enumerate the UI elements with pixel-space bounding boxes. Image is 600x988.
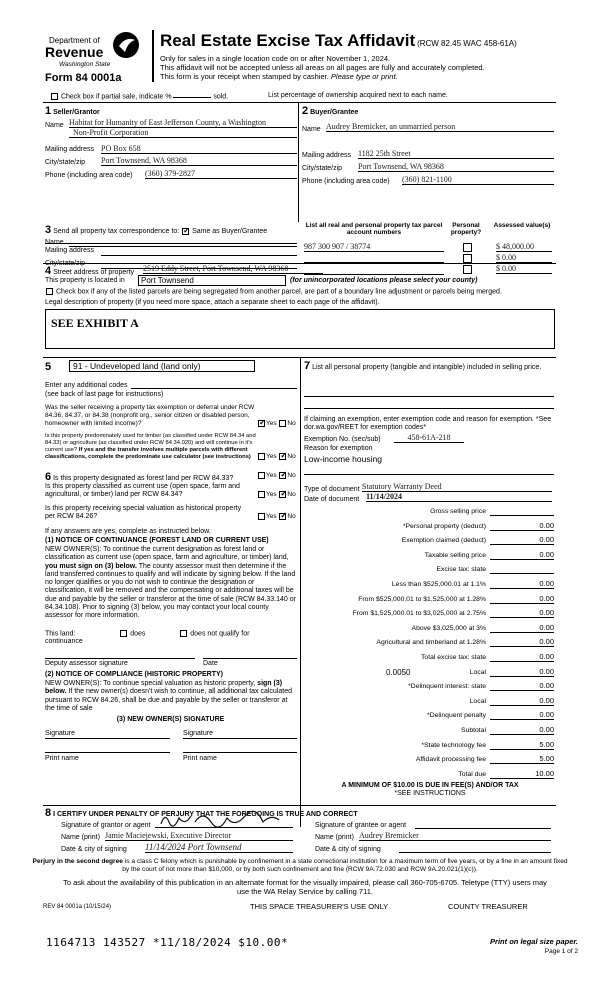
section-5-number: 5 — [45, 361, 52, 373]
exemption-reason[interactable]: Low-income housing — [304, 454, 382, 464]
seller-phone[interactable]: (360) 379-2827 — [145, 169, 297, 179]
section-3-number: 3 — [45, 224, 52, 236]
assessed-value-3[interactable]: $ 0.00 — [496, 264, 552, 274]
sub-line1: Only for sales in a single location code on or after November 1, 2024. — [160, 54, 391, 63]
tax-row-label: Less than $525,000.01 at 1.1% — [391, 581, 486, 588]
forest-yes-label: Yes — [266, 472, 277, 480]
grantor-date-city[interactable]: 11/14/2024 Port Townsend — [145, 842, 293, 853]
owner-print-label-1: Print name — [45, 755, 79, 762]
legal-label: Legal description of property (if you need more space, attach a separate sheet to each page of the affidavit). — [45, 299, 380, 306]
grantee-date-label: Date & city of signing — [315, 846, 381, 853]
tax-row — [304, 550, 556, 562]
owner-signature-label-1: Signature — [45, 730, 75, 737]
dept-line2: Revenue — [45, 44, 104, 60]
timber-no-checkbox[interactable] — [279, 453, 286, 460]
seller-address[interactable]: PO Box 658 — [101, 144, 297, 154]
grantor-signature[interactable] — [155, 818, 293, 828]
partial-sale-checkbox[interactable] — [51, 93, 58, 100]
tax-row-value[interactable]: 0.00 — [490, 682, 554, 691]
parcel-number-1[interactable]: 987 300 907 / 38774 — [304, 242, 444, 252]
tax-row-value[interactable]: 0.00 — [490, 609, 554, 618]
grantor-name[interactable]: Jamie Maciejewski, Executive Director — [105, 831, 293, 841]
tax-row-label: *Delinquent penalty — [427, 712, 486, 720]
owner-print-label-2: Print name — [183, 755, 217, 762]
this-land-label: This land: — [45, 630, 76, 638]
perjury-bold: Perjury in the second degree — [32, 858, 123, 865]
title-text: Real Estate Excise Tax Affidavit — [160, 31, 416, 50]
timber-yes-checkbox[interactable] — [258, 453, 265, 460]
corr-address-line[interactable] — [101, 255, 297, 256]
current-use-yes-checkbox[interactable] — [258, 491, 265, 498]
does-checkbox[interactable] — [120, 630, 127, 637]
tax-row-label: Local — [469, 697, 486, 705]
does-label: does — [130, 630, 146, 638]
exemption-number-label: Exemption No. (sec/sub) — [304, 436, 381, 443]
forest-yes-checkbox[interactable] — [258, 472, 265, 479]
current-use-no-label: No — [287, 491, 296, 499]
form-number: Form 84 0001a — [45, 72, 122, 84]
owner-signature-label-2: Signature — [183, 730, 213, 737]
seller-city-label: City/state/zip — [45, 159, 86, 166]
tax-row-value[interactable]: 0.00 — [490, 624, 554, 633]
personal-property-line-2[interactable] — [304, 408, 554, 409]
tax-row-value[interactable]: 0.00 — [490, 638, 554, 647]
tax-row — [304, 710, 556, 722]
does-not-checkbox[interactable] — [180, 630, 187, 637]
tax-row-value[interactable]: 5.00 — [490, 755, 554, 764]
buyer-city[interactable]: Port Townsend, WA 98368 — [358, 162, 554, 172]
grantee-name[interactable]: Audrey Bremicker — [359, 831, 551, 841]
dept-line1: Department of — [49, 36, 100, 45]
grantee-date-line[interactable] — [399, 852, 551, 853]
historical-question: Is this property receiving special valuation as historical property per RCW 84.26? — [45, 505, 242, 520]
tax-row — [304, 521, 556, 533]
tax-row-label: Local — [469, 668, 486, 676]
personal-col-header: Personal property? — [450, 222, 482, 237]
sub-line3b: Please type or print. — [330, 72, 398, 81]
current-use-no-checkbox[interactable] — [279, 491, 286, 498]
tax-row-value[interactable]: 0.00 — [490, 653, 554, 662]
buyer-address[interactable]: 1182 25th Street — [358, 149, 554, 159]
additional-codes-label: Enter any additional codes — [45, 382, 128, 389]
see-instructions: *SEE INSTRUCTIONS — [394, 790, 466, 797]
segregation-label: Check box if any of the listed parcels are being segregated from another parcel, are part of a boundary line adjustment or parcels being merged. — [55, 288, 502, 296]
parcel-table — [300, 222, 556, 273]
dor-swoosh-icon — [111, 30, 141, 60]
section-1-label: Seller/Grantor — [53, 109, 100, 116]
partial-sale-label: Check box if partial sale, indicate % — [60, 93, 172, 101]
tax-row-value[interactable]: 0.00 — [490, 595, 554, 604]
grantee-signature-line[interactable] — [415, 828, 551, 829]
tax-row-value[interactable]: 0.00 — [490, 697, 554, 706]
exemption-no-label: No — [287, 420, 296, 428]
deputy-signature-line[interactable] — [45, 658, 195, 659]
tax-row-label: Excise tax: state — [436, 566, 486, 574]
grantee-sig-label: Signature of grantee or agent — [315, 822, 407, 829]
tax-row-label: *Personal property (deduct) — [402, 522, 486, 530]
assessed-col-header: Assessed value(s) — [493, 222, 551, 229]
tax-row — [304, 769, 556, 781]
historical-no-label: No — [287, 513, 296, 521]
doc-date-label: Date of document — [304, 496, 360, 503]
tax-row-value[interactable]: 0.00 — [490, 522, 554, 531]
doc-type[interactable]: Statutory Warranty Deed — [362, 482, 552, 492]
street-address[interactable]: 2519 Eddy Street, Port Townsend, WA 98368 — [143, 264, 323, 274]
tax-row — [304, 681, 556, 693]
tax-row-label: Exemption claimed (deduct) — [401, 537, 486, 545]
section-8 — [43, 806, 556, 858]
seller-phone-label: Phone (including area code) — [45, 172, 133, 179]
tax-row-label: Total excise tax: state — [421, 654, 486, 661]
tax-row-value[interactable]: 0.00 — [490, 551, 554, 560]
dor-logo — [43, 30, 148, 92]
assessed-value-1[interactable]: $ 48,000.00 — [496, 242, 552, 252]
continuance-label: continuance — [45, 638, 83, 645]
header-divider — [152, 30, 154, 82]
personal-checkbox-2[interactable] — [463, 254, 472, 263]
exemption-yes-label: Yes — [266, 420, 277, 428]
tax-row-value[interactable] — [490, 565, 554, 574]
perjury-notice — [30, 858, 570, 874]
section-7 — [304, 358, 556, 828]
tax-row-label: From $525,000.01 to $1,525,000 at 1.28% — [358, 595, 486, 603]
forest-no-label: No — [287, 472, 296, 480]
section-1 — [43, 103, 298, 223]
corr-name-label: Name — [45, 239, 64, 246]
tax-row — [304, 506, 556, 518]
buyer-name[interactable]: Audrey Bremicker, an unmarried person — [326, 122, 554, 132]
historical-yes-checkbox[interactable] — [258, 513, 265, 520]
tax-row — [304, 637, 556, 649]
sold-label: sold. — [213, 93, 229, 101]
deputy-date-line[interactable] — [203, 658, 297, 659]
corr-line-blank[interactable] — [45, 243, 297, 244]
sub-line3a: This form is your receipt when stamped by cashier. — [160, 72, 329, 81]
personal-property-line-1[interactable] — [304, 396, 554, 397]
ownership-note: List percentage of ownership acquired next to each name. — [268, 92, 448, 99]
tax-row-label: Subtotal — [461, 727, 486, 734]
section-7-number: 7 — [304, 360, 311, 372]
section-6 — [43, 470, 298, 830]
tax-row-label: Total due — [458, 770, 486, 778]
historical-yes-label: Yes — [266, 513, 277, 521]
revision: REV 84 0001a (10/15/24) — [43, 904, 112, 910]
owner-signature-line-1[interactable] — [45, 738, 170, 739]
section-6-number: 6 — [45, 471, 52, 483]
tax-row — [304, 594, 556, 606]
tax-row — [304, 535, 556, 547]
legal-description: SEE EXHIBIT A — [51, 316, 139, 330]
continuance-text-b: you must sign on (3) below. — [45, 562, 137, 570]
tax-row — [304, 740, 556, 752]
tax-row-value[interactable] — [490, 507, 554, 516]
tax-row-value[interactable]: 5.00 — [490, 741, 554, 750]
location-select[interactable]: Port Townsend — [138, 275, 286, 286]
tax-row — [304, 754, 556, 766]
forest-question: Is this property designated as forest land per RCW 84.33? — [53, 475, 234, 482]
assessed-value-2[interactable]: $ 0.00 — [496, 253, 552, 263]
tax-row-label: Affidavit processing fee — [415, 756, 486, 764]
accessibility-notice: To ask about the availability of this publication in an alternate format for the visually impaired, please call 360-705-6705. Teletype (TTY) users may use the WA Relay Service by calling 711. — [63, 878, 547, 896]
buyer-phone-label: Phone (including area code) — [302, 178, 390, 185]
seller-name-label: Name — [45, 122, 64, 129]
legal-description-box[interactable] — [45, 309, 555, 349]
section-7-label: List all personal property (tangible and intangible) included in selling price. — [312, 364, 542, 371]
street-label: Street address of property — [53, 269, 135, 276]
forest-no-checkbox[interactable] — [279, 472, 286, 479]
location-note: (for unincorporated locations please select your county) — [290, 277, 478, 284]
seller-address-label: Mailing address — [45, 146, 95, 153]
timber-question — [45, 433, 260, 461]
tax-row — [304, 579, 556, 591]
section-3-label: Send all property tax correspondence to: — [53, 228, 180, 235]
dept-line3: Washington State — [59, 61, 111, 68]
corr-address-label: Mailing address — [45, 247, 95, 254]
land-use-select[interactable]: 91 - Undeveloped land (land only) — [69, 360, 255, 372]
tax-row — [304, 623, 556, 635]
tax-row-label: Above $3,025,000 at 3% — [411, 624, 486, 632]
continuance-text — [45, 546, 297, 621]
buyer-city-label: City/state/zip — [302, 165, 343, 172]
section-4 — [43, 264, 556, 350]
sub-line2: This affidavit will not be accepted unless all areas on all pages are fully and accurately completed. — [160, 63, 485, 72]
same-as-buyer-label: Same as Buyer/Grantee — [192, 228, 268, 235]
exemption-yes-checkbox[interactable] — [258, 420, 265, 427]
current-use-question: Is this property classified as current use (open space, farm and agricultural, or timber) land per RCW 84.34? — [45, 483, 240, 498]
buyer-phone[interactable]: (360) 821-1100 — [402, 175, 554, 185]
exemption-question: Was the seller receiving a property tax exemption or deferral under RCW 84.36, 84.37, or 84.38 (nonprofit org., senior citizen or disabled person, homeowner with limited income)? — [45, 404, 255, 427]
partial-sale-row — [50, 93, 228, 101]
treasurer-space: THIS SPACE TREASURER'S USE ONLY — [250, 902, 389, 911]
exemption-reason-line[interactable] — [304, 474, 554, 475]
compliance-text-a: NEW OWNER(S): To continue special valuation as historic property, — [45, 680, 256, 687]
tax-row-label: From $1,525,000.01 to $3,025,000 at 2.75% — [352, 610, 486, 618]
exemption-claim-label: If claiming an exemption, enter exemption code and reason for exemption. *See dor.wa.gov/REET for exemption codes* — [304, 416, 552, 431]
cashier-stamp: 1164713 143527 *11/18/2024 $10.00* — [46, 936, 289, 949]
tax-row — [304, 564, 556, 576]
exemption-number[interactable]: 458-61A-218 — [394, 433, 464, 443]
tax-row — [304, 608, 556, 620]
section-2-label: Buyer/Grantee — [310, 109, 359, 116]
continuance-text-c: The county assessor must then determine if the land transferred continues to qualify and will indicate by signing below. If the land no longer qualifies or you do not wish to continue the designation or classification, it will be removed and the compensating or additional taxes will be due and payable by the seller or transferor at the time of sale (RCW 84.33.140 or 84.34.108). Prior to signing (3) below, you may contact your local county assessor for more information. — [45, 562, 296, 620]
tax-row-label: *Delinquent interest: state — [408, 683, 486, 691]
historical-no-checkbox[interactable] — [279, 513, 286, 520]
segregation-checkbox[interactable] — [46, 288, 53, 295]
certify-text: I CERTIFY UNDER PENALTY OF PERJURY THAT THE FOREGOING IS TRUE AND CORRECT — [53, 811, 358, 818]
form-title — [160, 31, 517, 51]
tax-row-label: *State technology fee — [421, 741, 486, 749]
continuance-heading: (1) NOTICE OF CONTINUANCE (FOREST LAND OR CURRENT USE) — [45, 537, 269, 544]
seller-name-line1[interactable]: Habitat for Humanity of East Jefferson County, a Washington — [69, 118, 297, 128]
owner-print-line-1[interactable] — [45, 752, 170, 753]
tax-row-value[interactable]: 0.00 — [490, 536, 554, 545]
minimum-note: A MINIMUM OF $10.00 IS DUE IN FEE(S) AND/OR TAX — [341, 782, 519, 789]
corr-name-line[interactable] — [69, 246, 297, 247]
seller-city[interactable]: Port Townsend, WA 98368 — [101, 156, 297, 166]
does-not-label: does not qualify for — [190, 630, 250, 638]
tax-row-label: Taxable selling price — [424, 551, 486, 559]
doc-type-label: Type of document — [304, 486, 360, 493]
compliance-text — [45, 680, 297, 713]
tax-row — [304, 652, 556, 664]
tax-row-value[interactable]: 0.00 — [490, 711, 554, 720]
location-label: This property is located in — [45, 277, 125, 284]
deputy-date-label: Date — [203, 660, 218, 667]
tax-row-value[interactable]: 0.00 — [490, 668, 554, 677]
print-legal: Print on legal size paper. — [490, 937, 578, 946]
personal-checkbox-1[interactable] — [463, 243, 472, 252]
page-number: Page 1 of 2 — [544, 948, 578, 955]
tax-row-value[interactable]: 0.00 — [490, 726, 554, 735]
personal-property-label — [304, 361, 554, 373]
owner-signature-line-2[interactable] — [183, 738, 297, 739]
exemption-no-checkbox[interactable] — [279, 420, 286, 427]
instructions-note: If any answers are yes, complete as instructed below. — [45, 528, 211, 535]
grantor-signature-scribble-icon — [155, 810, 293, 830]
deputy-signature-label: Deputy assessor signature — [45, 660, 128, 667]
local-rate: 0.0050 — [386, 667, 411, 677]
timber-no-label: No — [287, 453, 296, 461]
section-2-number: 2 — [302, 105, 309, 117]
grantor-name-label: Name (print) — [61, 834, 100, 841]
buyer-name-label: Name — [302, 126, 321, 133]
timber-yes-label: Yes — [266, 453, 277, 461]
tax-row-value[interactable]: 0.00 — [490, 580, 554, 589]
compliance-text-c: If the new owner(s) doesn't wish to continue, all additional tax calculated pursuant to RCW 84.26, shall be due and payable by the seller or transferor at the time of sale — [45, 688, 293, 712]
section-4-number: 4 — [45, 265, 52, 277]
grantor-sig-label: Signature of grantor or agent — [61, 822, 151, 829]
continuance-text-a: NEW OWNER(S): To continue the current designation as forest land or classification as current use (open space, farm and agriculture, or timber) land, — [45, 546, 289, 562]
title-rcw: (RCW 82.45 WAC 458-61A) — [417, 39, 517, 48]
new-owner-heading: (3) NEW OWNER(S) SIGNATURE — [116, 716, 225, 723]
section-2 — [300, 103, 556, 223]
same-as-buyer-checkbox[interactable] — [182, 228, 189, 235]
owner-print-line-2[interactable] — [183, 752, 297, 753]
tax-row — [304, 667, 556, 679]
tax-row-label: Agricultural and timberland at 1.28% — [376, 639, 486, 647]
tax-row-label: Gross selling price — [430, 508, 486, 515]
tax-row — [304, 696, 556, 708]
section-8-number: 8 — [45, 807, 52, 819]
seller-name-line2[interactable]: Non-Profit Corporation — [69, 128, 297, 138]
buyer-address-label: Mailing address — [302, 152, 352, 159]
compliance-text-b: sign (3) below. — [45, 680, 283, 696]
section-1-number: 1 — [45, 105, 52, 117]
county-treasurer: COUNTY TREASURER — [448, 902, 528, 911]
timber-question-b: If yes and the transfer involves multiple parcels with different classifications, complete the predominate use calculator (see instructions) — [45, 447, 251, 460]
section-5 — [43, 358, 298, 468]
additional-codes-note: (see back of last page for instructions) — [45, 391, 164, 398]
tax-row — [304, 725, 556, 737]
sub-line3 — [160, 72, 485, 81]
corr-city-label: City/state/zip — [45, 260, 86, 267]
additional-codes-input[interactable] — [131, 388, 297, 389]
perjury-text: is a class C felony which is punishable by confinement in a state correctional institution for a maximum term of five years, or by a fine in an amount fixed by the court of not more than $10,000, or by both such confinement and fine (RCW 9A.72.030 and RCW 9A.20.021(1)(c)). — [122, 858, 568, 873]
compliance-heading: (2) NOTICE OF COMPLIANCE (HISTORIC PROPERTY) — [45, 671, 223, 678]
grantor-date-label: Date & city of signing — [61, 846, 127, 853]
doc-date[interactable]: 11/14/2024 — [366, 492, 552, 502]
timber-question-a: Is this property predominately used for timber (as classified under RCW 84.34 and 84.33) or agriculture (as classified under RCW 84.34.020) and will continue in it's current use? — [45, 433, 256, 453]
header-sub — [160, 54, 485, 81]
grantee-name-label: Name (print) — [315, 834, 354, 841]
parcel-col-header: List all real and personal property tax parcel account numbers — [305, 222, 443, 237]
tax-row-value[interactable]: 10.00 — [490, 770, 554, 779]
exemption-reason-label: Reason for exemption — [304, 445, 373, 452]
current-use-yes-label: Yes — [266, 491, 277, 499]
